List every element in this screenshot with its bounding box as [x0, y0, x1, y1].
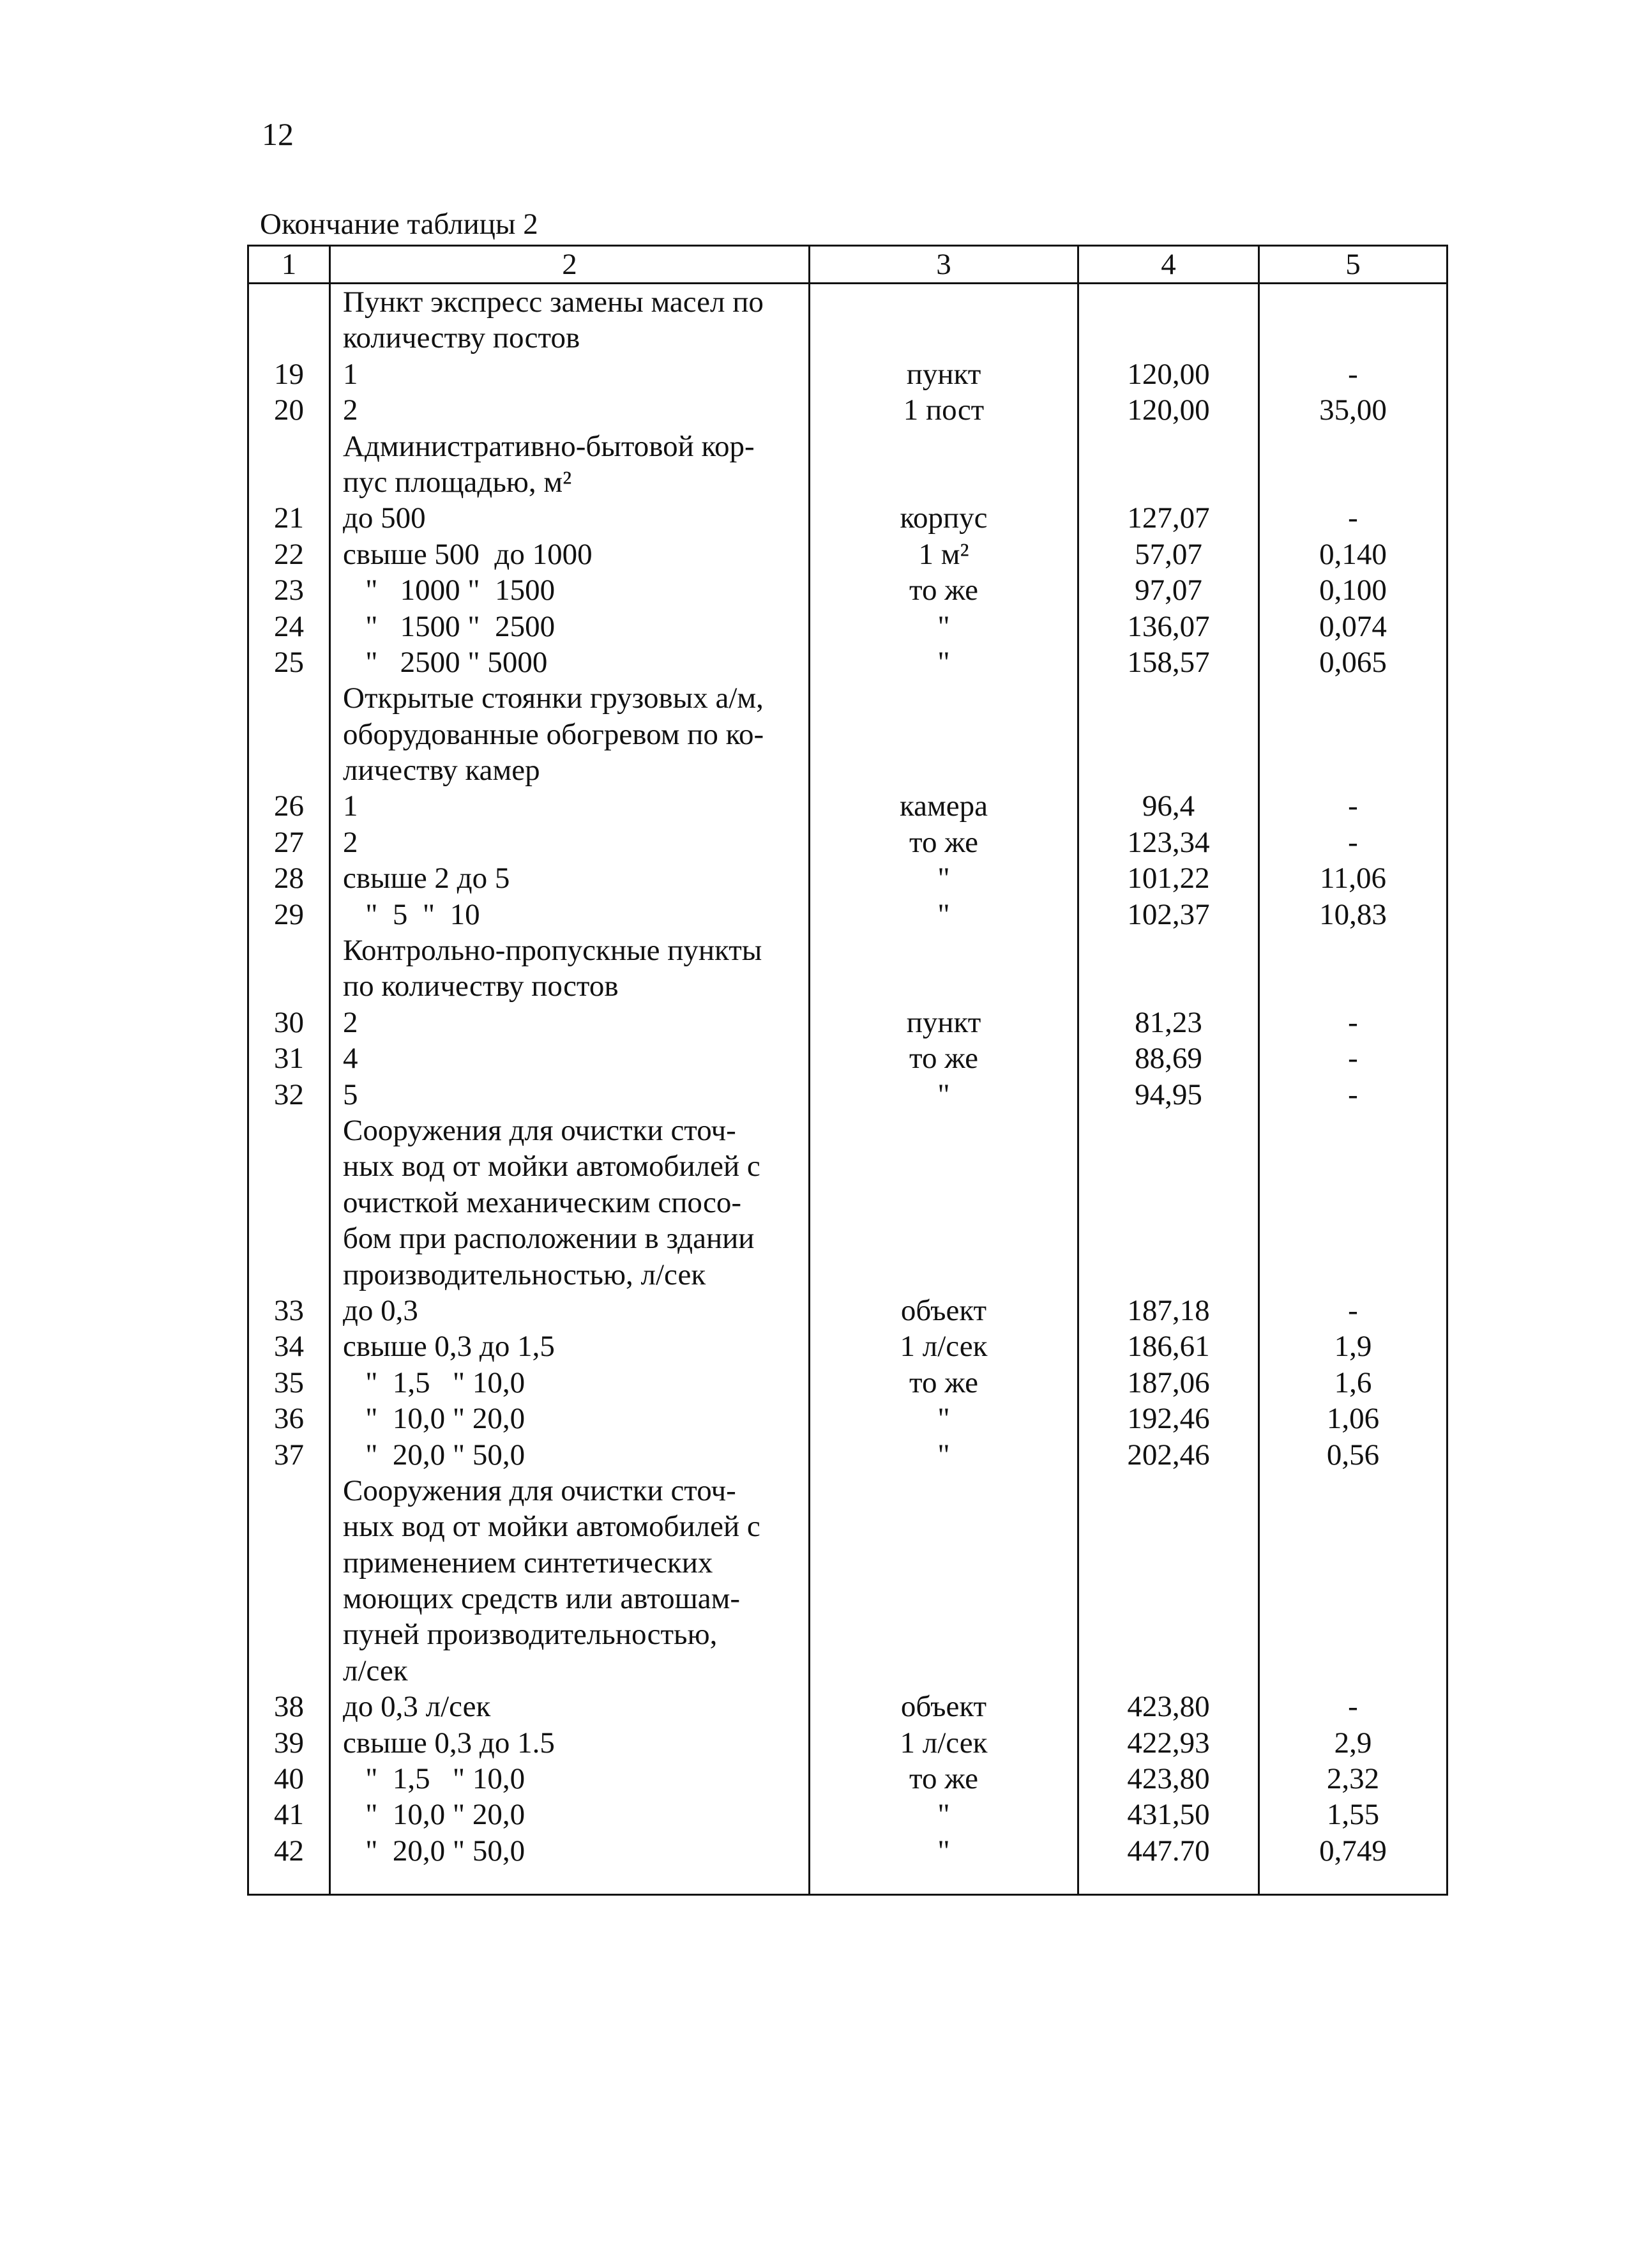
- row-value-5: 1,9: [1334, 1330, 1372, 1364]
- row-number: 27: [274, 825, 304, 859]
- row-value-5: [1260, 1581, 1446, 1617]
- row-number: 36: [274, 1402, 304, 1436]
- row-number: [249, 1581, 329, 1617]
- row-unit: [810, 284, 1077, 320]
- row-description: до 0,3 л/сек: [343, 1690, 491, 1724]
- row-value-5: [1260, 1653, 1446, 1689]
- row-value-5: [1260, 429, 1446, 464]
- row-unit: [810, 752, 1077, 788]
- row-value-4: 422,93: [1127, 1726, 1210, 1760]
- row-description: ных вод от мойки автомобилей с: [343, 1150, 760, 1183]
- row-value-4: 88,69: [1135, 1042, 1202, 1076]
- row-value-5: [1260, 932, 1446, 968]
- row-number: 21: [274, 501, 304, 535]
- row-unit: ": [937, 1438, 950, 1472]
- table-body: [248, 284, 1447, 1895]
- row-number: [249, 1617, 329, 1652]
- row-value-4: 423,80: [1127, 1762, 1210, 1796]
- table-header-row: [248, 246, 1447, 284]
- row-number: 37: [274, 1438, 304, 1472]
- row-description: применением синтетических: [343, 1546, 713, 1579]
- row-value-4: [1079, 464, 1258, 500]
- row-number: [249, 717, 329, 752]
- row-value-5: [1260, 464, 1446, 500]
- row-value-4: 431,50: [1127, 1798, 1210, 1832]
- page-number: 12: [262, 116, 294, 152]
- row-number: 32: [274, 1077, 304, 1111]
- row-unit: [810, 1653, 1077, 1689]
- row-value-4: [1079, 1257, 1258, 1293]
- row-value-5: [1260, 1185, 1446, 1221]
- row-value-5: [1260, 1509, 1446, 1544]
- row-unit: то же: [909, 825, 978, 859]
- row-number: 24: [274, 609, 304, 643]
- row-description: Сооружения для очистки сточ-: [343, 1113, 736, 1147]
- row-number: 42: [274, 1834, 304, 1868]
- row-number: 29: [274, 897, 304, 931]
- row-unit: [810, 1473, 1077, 1509]
- row-description: 4: [343, 1042, 358, 1076]
- row-unit: [810, 1617, 1077, 1652]
- row-unit: объект: [900, 1293, 987, 1327]
- row-description: " 1500 " 2500: [343, 609, 556, 643]
- row-number: 40: [274, 1762, 304, 1796]
- header-col-4: 4: [1078, 246, 1259, 284]
- row-number: [249, 752, 329, 788]
- row-description: производительностью, л/сек: [343, 1258, 706, 1291]
- row-unit: [810, 968, 1077, 1004]
- row-value-5: -: [1348, 501, 1358, 535]
- row-value-4: 423,80: [1127, 1690, 1210, 1724]
- row-value-4: 123,34: [1127, 825, 1210, 859]
- row-unit: [810, 717, 1077, 752]
- row-unit: ": [937, 897, 950, 931]
- row-value-4: 202,46: [1127, 1438, 1210, 1472]
- row-description: 1: [343, 789, 358, 823]
- row-value-4: 136,07: [1127, 609, 1210, 643]
- row-description: " 1,5 " 10,0: [343, 1762, 525, 1796]
- row-value-4: [1079, 429, 1258, 464]
- row-description: " 20,0 " 50,0: [343, 1438, 525, 1472]
- row-value-5: 1,6: [1334, 1366, 1372, 1399]
- row-value-4: 120,00: [1127, 393, 1210, 427]
- row-value-5: [1260, 320, 1446, 356]
- row-description: 2: [343, 393, 358, 427]
- row-unit: [810, 320, 1077, 356]
- row-unit: ": [937, 609, 950, 643]
- row-value-4: 158,57: [1127, 645, 1210, 679]
- row-value-4: [1079, 932, 1258, 968]
- row-unit: корпус: [900, 501, 988, 535]
- row-number: 41: [274, 1798, 304, 1832]
- row-value-4: 102,37: [1127, 897, 1210, 931]
- row-value-4: [1079, 680, 1258, 716]
- row-value-4: 94,95: [1135, 1077, 1202, 1111]
- row-description: " 5 " 10: [343, 897, 480, 931]
- row-unit: 1 м²: [918, 537, 969, 571]
- row-description: 5: [343, 1077, 358, 1111]
- row-value-5: -: [1348, 1042, 1358, 1076]
- row-description: 1: [343, 357, 358, 391]
- row-description: моющих средств или автошам-: [343, 1582, 741, 1616]
- row-unit: [810, 1221, 1077, 1256]
- row-value-4: 81,23: [1135, 1005, 1202, 1039]
- row-value-5: [1260, 1473, 1446, 1509]
- header-col-3: 3: [810, 246, 1078, 284]
- row-value-5: -: [1348, 357, 1358, 391]
- row-value-5: 0,140: [1319, 537, 1387, 571]
- row-value-5: -: [1348, 789, 1358, 823]
- row-description: Административно-бытовой кор-: [343, 429, 755, 463]
- row-number: 33: [274, 1293, 304, 1327]
- row-number: 19: [274, 357, 304, 391]
- row-value-5: 35,00: [1319, 393, 1387, 427]
- row-description: л/сек: [343, 1654, 408, 1687]
- row-description: " 20,0 " 50,0: [343, 1834, 525, 1868]
- row-value-5: [1260, 1545, 1446, 1581]
- row-value-4: 96,4: [1142, 789, 1195, 823]
- row-value-5: [1260, 752, 1446, 788]
- row-value-5: [1260, 717, 1446, 752]
- row-unit: [810, 932, 1077, 968]
- row-value-4: 192,46: [1127, 1402, 1210, 1436]
- row-description: свыше 2 до 5: [343, 862, 510, 895]
- row-number: 39: [274, 1726, 304, 1760]
- row-number: [249, 464, 329, 500]
- row-value-4: [1079, 1148, 1258, 1184]
- row-unit: то же: [909, 1042, 978, 1076]
- row-number: [249, 320, 329, 356]
- row-value-4: [1079, 320, 1258, 356]
- row-number: [249, 680, 329, 716]
- row-value-5: -: [1348, 825, 1358, 859]
- row-unit: объект: [900, 1690, 987, 1724]
- row-description: до 0,3: [343, 1293, 418, 1327]
- row-value-4: [1079, 1113, 1258, 1148]
- row-description: пус площадью, м²: [343, 465, 572, 499]
- row-value-4: [1079, 1509, 1258, 1544]
- row-unit: [810, 1257, 1077, 1293]
- row-value-5: 0,065: [1319, 645, 1387, 679]
- row-description: 2: [343, 1005, 358, 1039]
- data-table: [247, 245, 1448, 1896]
- row-unit: [810, 1545, 1077, 1581]
- row-unit: то же: [909, 574, 978, 607]
- row-number: [249, 1221, 329, 1256]
- row-unit: камера: [900, 789, 988, 823]
- row-value-5: -: [1348, 1690, 1358, 1724]
- row-value-4: [1079, 717, 1258, 752]
- row-unit: ": [937, 645, 950, 679]
- row-unit: [810, 429, 1077, 464]
- row-description: ных вод от мойки автомобилей с: [343, 1510, 760, 1544]
- header-col-2: 2: [330, 246, 810, 284]
- row-description: свыше 500 до 1000: [343, 537, 593, 571]
- row-unit: то же: [909, 1366, 978, 1399]
- row-number: 31: [274, 1042, 304, 1076]
- row-value-4: 186,61: [1127, 1330, 1210, 1364]
- row-description: пуней производительностью,: [343, 1618, 718, 1652]
- row-number: 38: [274, 1690, 304, 1724]
- row-value-5: [1260, 968, 1446, 1004]
- row-value-5: -: [1348, 1005, 1358, 1039]
- row-description: личеству камер: [343, 754, 540, 788]
- row-value-5: 2,32: [1326, 1762, 1380, 1796]
- row-unit: 1 л/сек: [900, 1330, 988, 1364]
- row-number: [249, 1545, 329, 1581]
- row-number: 30: [274, 1005, 304, 1039]
- row-unit: ": [937, 1798, 950, 1832]
- row-number-column: [248, 284, 330, 1895]
- row-description: очисткой механическим спосо-: [343, 1185, 742, 1219]
- row-unit: ": [937, 1834, 950, 1868]
- row-description: бом при расположении в здании: [343, 1222, 755, 1256]
- row-value-4: [1079, 1581, 1258, 1617]
- row-number: [249, 1113, 329, 1148]
- row-value-4: 187,18: [1127, 1293, 1210, 1327]
- row-number: [249, 1185, 329, 1221]
- row-description: " 1,5 " 10,0: [343, 1366, 525, 1399]
- row-description: количеству постов: [343, 321, 580, 355]
- row-value-4: [1079, 1617, 1258, 1652]
- row-value-5: 1,06: [1326, 1402, 1380, 1436]
- row-unit: 1 л/сек: [900, 1726, 988, 1760]
- unit-column: [810, 284, 1078, 1895]
- row-value-5: 1,55: [1326, 1798, 1380, 1832]
- row-value-5: 0,074: [1319, 609, 1387, 643]
- row-number: [249, 1653, 329, 1689]
- row-value-5: -: [1348, 1293, 1358, 1327]
- row-unit: пункт: [906, 1005, 981, 1039]
- row-value-4: [1079, 752, 1258, 788]
- row-value-4: 97,07: [1135, 574, 1202, 607]
- row-value-5: 2,9: [1334, 1726, 1372, 1760]
- row-value-4: [1079, 284, 1258, 320]
- row-description: " 10,0 " 20,0: [343, 1798, 525, 1832]
- row-number: 34: [274, 1330, 304, 1364]
- row-number: 28: [274, 862, 304, 895]
- table-body-row: [248, 284, 1447, 1895]
- row-description: 2: [343, 825, 358, 859]
- row-number: 23: [274, 574, 304, 607]
- value-column-5: [1259, 284, 1447, 1895]
- row-unit: ": [937, 862, 950, 895]
- row-unit: 1 пост: [903, 393, 985, 427]
- row-value-4: 101,22: [1127, 862, 1210, 895]
- row-unit: [810, 464, 1077, 500]
- row-description: по количеству постов: [343, 970, 619, 1003]
- description-column: [330, 284, 810, 1895]
- row-unit: ": [937, 1077, 950, 1111]
- row-value-4: [1079, 1473, 1258, 1509]
- row-description: свыше 0,3 до 1,5: [343, 1330, 555, 1364]
- row-unit: [810, 1185, 1077, 1221]
- row-number: 35: [274, 1366, 304, 1399]
- row-value-4: 120,00: [1127, 357, 1210, 391]
- row-value-5: 0,749: [1319, 1834, 1387, 1868]
- row-value-5: [1260, 1221, 1446, 1256]
- row-description: Сооружения для очистки сточ-: [343, 1473, 736, 1507]
- header-col-5: 5: [1259, 246, 1447, 284]
- header-col-1: 1: [248, 246, 330, 284]
- row-description: оборудованные обогревом по ко-: [343, 717, 764, 751]
- row-number: 22: [274, 537, 304, 571]
- row-unit: [810, 1509, 1077, 1544]
- row-description: Открытые стоянки грузовых а/м,: [343, 681, 764, 715]
- row-number: [249, 1148, 329, 1184]
- row-number: [249, 1257, 329, 1293]
- row-value-5: 0,100: [1319, 574, 1387, 607]
- row-value-5: [1260, 1257, 1446, 1293]
- row-number: [249, 968, 329, 1004]
- row-unit: [810, 680, 1077, 716]
- row-value-5: [1260, 680, 1446, 716]
- row-value-4: 447.70: [1127, 1834, 1210, 1868]
- row-number: 26: [274, 789, 304, 823]
- row-description: " 1000 " 1500: [343, 574, 556, 607]
- row-number: [249, 284, 329, 320]
- row-description: " 10,0 " 20,0: [343, 1402, 525, 1436]
- row-number: [249, 1473, 329, 1509]
- row-value-4: [1079, 1545, 1258, 1581]
- row-number: [249, 932, 329, 968]
- row-number: [249, 1509, 329, 1544]
- row-number: [249, 429, 329, 464]
- table-caption: Окончание таблицы 2: [260, 208, 538, 241]
- value-column-4: [1078, 284, 1259, 1895]
- row-unit: [810, 1113, 1077, 1148]
- row-number: 25: [274, 645, 304, 679]
- row-value-4: 127,07: [1127, 501, 1210, 535]
- row-description: до 500: [343, 501, 426, 535]
- row-value-4: [1079, 968, 1258, 1004]
- row-value-5: [1260, 284, 1446, 320]
- row-value-5: [1260, 1113, 1446, 1148]
- row-unit: ": [937, 1402, 950, 1436]
- row-unit: [810, 1148, 1077, 1184]
- row-value-5: 11,06: [1319, 862, 1386, 895]
- row-description: " 2500 " 5000: [343, 645, 548, 679]
- row-description: Пункт экспресс замены масел по: [343, 285, 764, 319]
- row-unit: [810, 1581, 1077, 1617]
- row-number: 20: [274, 393, 304, 427]
- row-description: свыше 0,3 до 1.5: [343, 1726, 555, 1760]
- row-unit: пункт: [906, 357, 981, 391]
- row-value-4: [1079, 1185, 1258, 1221]
- row-value-4: [1079, 1221, 1258, 1256]
- row-value-5: -: [1348, 1077, 1358, 1111]
- row-value-5: [1260, 1148, 1446, 1184]
- row-unit: то же: [909, 1762, 978, 1796]
- row-value-4: 57,07: [1135, 537, 1202, 571]
- row-value-4: 187,06: [1127, 1366, 1210, 1399]
- row-value-5: [1260, 1617, 1446, 1652]
- row-value-4: [1079, 1653, 1258, 1689]
- row-description: Контрольно-пропускные пункты: [343, 934, 762, 968]
- row-value-5: 10,83: [1319, 897, 1387, 931]
- row-value-5: 0,56: [1326, 1438, 1380, 1472]
